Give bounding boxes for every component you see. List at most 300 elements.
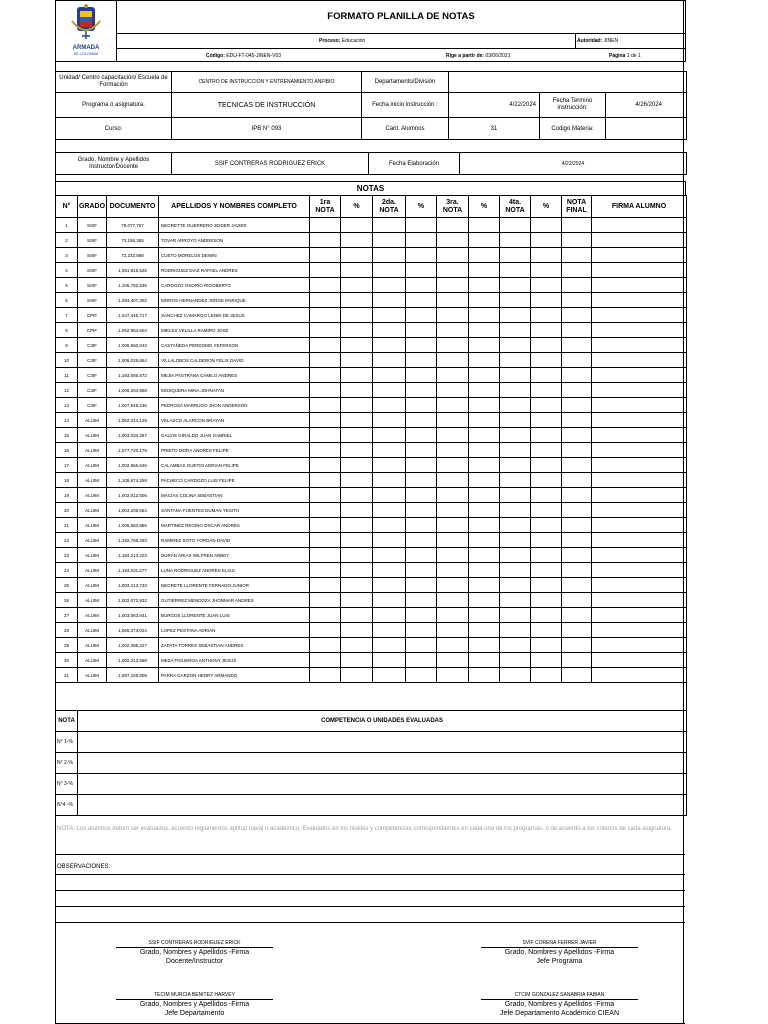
row-grade-cell[interactable] (406, 398, 437, 413)
row-nota-final-cell[interactable] (562, 488, 592, 503)
row-grade-cell[interactable] (437, 668, 469, 683)
row-grade-cell[interactable] (531, 398, 562, 413)
row-grade-cell[interactable] (310, 323, 341, 338)
row-grade-cell[interactable] (341, 503, 373, 518)
row-grade-cell[interactable] (406, 473, 437, 488)
row-grade-cell[interactable] (373, 428, 406, 443)
row-grade-cell[interactable] (531, 248, 562, 263)
row-grade-cell[interactable] (531, 278, 562, 293)
row-grade-cell[interactable] (373, 563, 406, 578)
row-grade-cell[interactable] (437, 578, 469, 593)
row-grade-cell[interactable] (437, 443, 469, 458)
row-grade-cell[interactable] (341, 218, 373, 233)
row-firma-cell[interactable] (592, 263, 687, 278)
row-grade-cell[interactable] (469, 533, 500, 548)
row-firma-cell[interactable] (592, 533, 687, 548)
row-grade-cell[interactable] (373, 473, 406, 488)
row-grade-cell[interactable] (310, 368, 341, 383)
row-firma-cell[interactable] (592, 608, 687, 623)
row-grade-cell[interactable] (469, 578, 500, 593)
row-grade-cell[interactable] (469, 308, 500, 323)
row-nota-final-cell[interactable] (562, 308, 592, 323)
row-grade-cell[interactable] (500, 383, 531, 398)
row-grade-cell[interactable] (437, 623, 469, 638)
row-grade-cell[interactable] (500, 248, 531, 263)
row-nota-final-cell[interactable] (562, 593, 592, 608)
row-grade-cell[interactable] (310, 443, 341, 458)
row-grade-cell[interactable] (341, 638, 373, 653)
row-firma-cell[interactable] (592, 518, 687, 533)
row-grade-cell[interactable] (341, 338, 373, 353)
row-grade-cell[interactable] (310, 608, 341, 623)
row-firma-cell[interactable] (592, 668, 687, 683)
row-grade-cell[interactable] (531, 638, 562, 653)
row-grade-cell[interactable] (373, 578, 406, 593)
row-grade-cell[interactable] (341, 263, 373, 278)
row-grade-cell[interactable] (437, 563, 469, 578)
row-grade-cell[interactable] (437, 548, 469, 563)
row-grade-cell[interactable] (469, 653, 500, 668)
row-grade-cell[interactable] (437, 533, 469, 548)
row-grade-cell[interactable] (469, 668, 500, 683)
row-grade-cell[interactable] (373, 548, 406, 563)
row-grade-cell[interactable] (531, 368, 562, 383)
row-grade-cell[interactable] (500, 668, 531, 683)
row-grade-cell[interactable] (531, 593, 562, 608)
row-grade-cell[interactable] (500, 428, 531, 443)
row-firma-cell[interactable] (592, 383, 687, 398)
row-grade-cell[interactable] (500, 398, 531, 413)
row-firma-cell[interactable] (592, 308, 687, 323)
row-grade-cell[interactable] (310, 218, 341, 233)
row-firma-cell[interactable] (592, 593, 687, 608)
row-grade-cell[interactable] (310, 293, 341, 308)
row-grade-cell[interactable] (310, 623, 341, 638)
row-grade-cell[interactable] (437, 518, 469, 533)
row-grade-cell[interactable] (531, 308, 562, 323)
row-grade-cell[interactable] (310, 518, 341, 533)
row-firma-cell[interactable] (592, 638, 687, 653)
row-grade-cell[interactable] (500, 323, 531, 338)
row-grade-cell[interactable] (500, 638, 531, 653)
row-grade-cell[interactable] (437, 233, 469, 248)
row-grade-cell[interactable] (469, 548, 500, 563)
row-grade-cell[interactable] (373, 218, 406, 233)
row-grade-cell[interactable] (469, 503, 500, 518)
row-nota-final-cell[interactable] (562, 518, 592, 533)
row-grade-cell[interactable] (310, 263, 341, 278)
row-nota-final-cell[interactable] (562, 563, 592, 578)
row-grade-cell[interactable] (500, 293, 531, 308)
row-grade-cell[interactable] (469, 593, 500, 608)
row-grade-cell[interactable] (437, 323, 469, 338)
row-firma-cell[interactable] (592, 413, 687, 428)
row-nota-final-cell[interactable] (562, 398, 592, 413)
row-grade-cell[interactable] (406, 368, 437, 383)
row-grade-cell[interactable] (341, 353, 373, 368)
row-grade-cell[interactable] (310, 353, 341, 368)
row-firma-cell[interactable] (592, 503, 687, 518)
row-grade-cell[interactable] (406, 503, 437, 518)
competencia-row-value[interactable] (78, 774, 687, 795)
row-grade-cell[interactable] (341, 488, 373, 503)
row-grade-cell[interactable] (373, 638, 406, 653)
row-grade-cell[interactable] (406, 413, 437, 428)
row-grade-cell[interactable] (469, 368, 500, 383)
row-firma-cell[interactable] (592, 353, 687, 368)
row-grade-cell[interactable] (406, 533, 437, 548)
row-grade-cell[interactable] (500, 338, 531, 353)
row-grade-cell[interactable] (406, 278, 437, 293)
row-grade-cell[interactable] (531, 488, 562, 503)
row-grade-cell[interactable] (373, 368, 406, 383)
row-grade-cell[interactable] (310, 413, 341, 428)
row-grade-cell[interactable] (310, 383, 341, 398)
row-grade-cell[interactable] (469, 563, 500, 578)
row-grade-cell[interactable] (437, 218, 469, 233)
row-grade-cell[interactable] (406, 383, 437, 398)
row-grade-cell[interactable] (373, 383, 406, 398)
row-grade-cell[interactable] (373, 488, 406, 503)
row-firma-cell[interactable] (592, 368, 687, 383)
row-firma-cell[interactable] (592, 623, 687, 638)
row-nota-final-cell[interactable] (562, 383, 592, 398)
row-nota-final-cell[interactable] (562, 623, 592, 638)
row-grade-cell[interactable] (406, 263, 437, 278)
row-grade-cell[interactable] (437, 278, 469, 293)
row-grade-cell[interactable] (341, 278, 373, 293)
row-grade-cell[interactable] (406, 518, 437, 533)
row-grade-cell[interactable] (500, 233, 531, 248)
row-grade-cell[interactable] (341, 623, 373, 638)
row-grade-cell[interactable] (531, 563, 562, 578)
row-grade-cell[interactable] (406, 248, 437, 263)
row-grade-cell[interactable] (500, 653, 531, 668)
row-grade-cell[interactable] (437, 428, 469, 443)
row-grade-cell[interactable] (406, 293, 437, 308)
row-grade-cell[interactable] (500, 443, 531, 458)
row-grade-cell[interactable] (531, 518, 562, 533)
row-grade-cell[interactable] (341, 368, 373, 383)
row-grade-cell[interactable] (500, 473, 531, 488)
row-grade-cell[interactable] (500, 593, 531, 608)
row-grade-cell[interactable] (341, 473, 373, 488)
row-grade-cell[interactable] (437, 593, 469, 608)
row-grade-cell[interactable] (469, 623, 500, 638)
row-grade-cell[interactable] (341, 548, 373, 563)
row-nota-final-cell[interactable] (562, 338, 592, 353)
row-grade-cell[interactable] (406, 458, 437, 473)
row-nota-final-cell[interactable] (562, 653, 592, 668)
row-grade-cell[interactable] (373, 323, 406, 338)
row-grade-cell[interactable] (341, 413, 373, 428)
row-grade-cell[interactable] (469, 488, 500, 503)
row-grade-cell[interactable] (500, 413, 531, 428)
row-grade-cell[interactable] (341, 443, 373, 458)
row-grade-cell[interactable] (437, 353, 469, 368)
row-grade-cell[interactable] (406, 488, 437, 503)
row-firma-cell[interactable] (592, 563, 687, 578)
row-grade-cell[interactable] (406, 563, 437, 578)
row-grade-cell[interactable] (406, 353, 437, 368)
row-nota-final-cell[interactable] (562, 578, 592, 593)
row-grade-cell[interactable] (373, 308, 406, 323)
row-grade-cell[interactable] (341, 593, 373, 608)
row-grade-cell[interactable] (531, 263, 562, 278)
row-nota-final-cell[interactable] (562, 248, 592, 263)
row-grade-cell[interactable] (437, 413, 469, 428)
row-grade-cell[interactable] (373, 263, 406, 278)
row-grade-cell[interactable] (373, 338, 406, 353)
row-grade-cell[interactable] (500, 308, 531, 323)
row-grade-cell[interactable] (500, 263, 531, 278)
row-firma-cell[interactable] (592, 218, 687, 233)
row-grade-cell[interactable] (310, 503, 341, 518)
row-grade-cell[interactable] (531, 293, 562, 308)
row-grade-cell[interactable] (437, 293, 469, 308)
row-grade-cell[interactable] (310, 653, 341, 668)
row-grade-cell[interactable] (341, 323, 373, 338)
row-grade-cell[interactable] (406, 323, 437, 338)
row-grade-cell[interactable] (310, 488, 341, 503)
row-grade-cell[interactable] (341, 248, 373, 263)
row-nota-final-cell[interactable] (562, 218, 592, 233)
row-firma-cell[interactable] (592, 278, 687, 293)
row-grade-cell[interactable] (500, 488, 531, 503)
row-grade-cell[interactable] (341, 458, 373, 473)
row-grade-cell[interactable] (500, 533, 531, 548)
row-firma-cell[interactable] (592, 248, 687, 263)
row-firma-cell[interactable] (592, 338, 687, 353)
row-grade-cell[interactable] (469, 383, 500, 398)
row-firma-cell[interactable] (592, 653, 687, 668)
row-grade-cell[interactable] (469, 458, 500, 473)
row-firma-cell[interactable] (592, 323, 687, 338)
row-grade-cell[interactable] (373, 353, 406, 368)
row-grade-cell[interactable] (437, 398, 469, 413)
row-grade-cell[interactable] (531, 413, 562, 428)
row-grade-cell[interactable] (437, 608, 469, 623)
row-grade-cell[interactable] (437, 383, 469, 398)
row-grade-cell[interactable] (406, 653, 437, 668)
row-nota-final-cell[interactable] (562, 443, 592, 458)
row-grade-cell[interactable] (500, 578, 531, 593)
row-nota-final-cell[interactable] (562, 533, 592, 548)
row-nota-final-cell[interactable] (562, 368, 592, 383)
row-grade-cell[interactable] (373, 533, 406, 548)
row-grade-cell[interactable] (531, 353, 562, 368)
row-firma-cell[interactable] (592, 428, 687, 443)
row-grade-cell[interactable] (373, 518, 406, 533)
row-grade-cell[interactable] (437, 503, 469, 518)
row-grade-cell[interactable] (531, 383, 562, 398)
competencia-row-value[interactable] (78, 753, 687, 774)
row-grade-cell[interactable] (469, 608, 500, 623)
row-grade-cell[interactable] (341, 653, 373, 668)
row-nota-final-cell[interactable] (562, 293, 592, 308)
row-grade-cell[interactable] (406, 593, 437, 608)
row-firma-cell[interactable] (592, 578, 687, 593)
row-firma-cell[interactable] (592, 458, 687, 473)
row-nota-final-cell[interactable] (562, 473, 592, 488)
row-grade-cell[interactable] (469, 338, 500, 353)
row-grade-cell[interactable] (500, 278, 531, 293)
row-grade-cell[interactable] (310, 428, 341, 443)
row-grade-cell[interactable] (531, 443, 562, 458)
row-nota-final-cell[interactable] (562, 413, 592, 428)
row-grade-cell[interactable] (437, 368, 469, 383)
row-grade-cell[interactable] (373, 608, 406, 623)
row-grade-cell[interactable] (531, 428, 562, 443)
row-grade-cell[interactable] (406, 578, 437, 593)
row-firma-cell[interactable] (592, 398, 687, 413)
row-grade-cell[interactable] (469, 248, 500, 263)
row-grade-cell[interactable] (469, 428, 500, 443)
row-firma-cell[interactable] (592, 443, 687, 458)
row-nota-final-cell[interactable] (562, 278, 592, 293)
row-grade-cell[interactable] (406, 608, 437, 623)
row-grade-cell[interactable] (469, 398, 500, 413)
row-grade-cell[interactable] (310, 563, 341, 578)
row-grade-cell[interactable] (531, 458, 562, 473)
row-grade-cell[interactable] (500, 623, 531, 638)
row-grade-cell[interactable] (469, 218, 500, 233)
row-grade-cell[interactable] (373, 668, 406, 683)
row-grade-cell[interactable] (310, 638, 341, 653)
row-grade-cell[interactable] (341, 293, 373, 308)
competencia-row-value[interactable] (78, 795, 687, 816)
row-nota-final-cell[interactable] (562, 323, 592, 338)
row-grade-cell[interactable] (531, 653, 562, 668)
row-grade-cell[interactable] (469, 353, 500, 368)
row-grade-cell[interactable] (341, 518, 373, 533)
row-grade-cell[interactable] (437, 248, 469, 263)
row-grade-cell[interactable] (469, 263, 500, 278)
row-grade-cell[interactable] (469, 293, 500, 308)
row-grade-cell[interactable] (406, 623, 437, 638)
row-grade-cell[interactable] (341, 608, 373, 623)
row-grade-cell[interactable] (531, 503, 562, 518)
row-firma-cell[interactable] (592, 233, 687, 248)
row-grade-cell[interactable] (500, 218, 531, 233)
row-grade-cell[interactable] (500, 503, 531, 518)
row-grade-cell[interactable] (373, 443, 406, 458)
row-firma-cell[interactable] (592, 548, 687, 563)
row-grade-cell[interactable] (531, 323, 562, 338)
row-nota-final-cell[interactable] (562, 458, 592, 473)
row-grade-cell[interactable] (437, 338, 469, 353)
row-grade-cell[interactable] (310, 248, 341, 263)
row-nota-final-cell[interactable] (562, 503, 592, 518)
row-grade-cell[interactable] (341, 398, 373, 413)
row-grade-cell[interactable] (310, 533, 341, 548)
row-grade-cell[interactable] (310, 398, 341, 413)
row-grade-cell[interactable] (373, 398, 406, 413)
row-grade-cell[interactable] (531, 533, 562, 548)
row-grade-cell[interactable] (437, 308, 469, 323)
row-grade-cell[interactable] (373, 653, 406, 668)
row-nota-final-cell[interactable] (562, 548, 592, 563)
row-grade-cell[interactable] (310, 338, 341, 353)
row-grade-cell[interactable] (341, 578, 373, 593)
row-grade-cell[interactable] (437, 488, 469, 503)
row-grade-cell[interactable] (469, 518, 500, 533)
row-grade-cell[interactable] (341, 308, 373, 323)
row-grade-cell[interactable] (531, 233, 562, 248)
row-grade-cell[interactable] (437, 638, 469, 653)
row-grade-cell[interactable] (310, 458, 341, 473)
row-nota-final-cell[interactable] (562, 263, 592, 278)
row-grade-cell[interactable] (469, 233, 500, 248)
row-grade-cell[interactable] (406, 638, 437, 653)
row-grade-cell[interactable] (531, 578, 562, 593)
row-grade-cell[interactable] (469, 638, 500, 653)
row-grade-cell[interactable] (341, 668, 373, 683)
row-grade-cell[interactable] (373, 278, 406, 293)
row-grade-cell[interactable] (406, 308, 437, 323)
row-grade-cell[interactable] (437, 653, 469, 668)
row-nota-final-cell[interactable] (562, 668, 592, 683)
row-grade-cell[interactable] (500, 548, 531, 563)
row-grade-cell[interactable] (373, 293, 406, 308)
row-grade-cell[interactable] (437, 263, 469, 278)
row-grade-cell[interactable] (469, 278, 500, 293)
row-grade-cell[interactable] (406, 338, 437, 353)
row-grade-cell[interactable] (469, 413, 500, 428)
row-grade-cell[interactable] (531, 218, 562, 233)
row-grade-cell[interactable] (406, 443, 437, 458)
row-grade-cell[interactable] (373, 233, 406, 248)
row-grade-cell[interactable] (531, 608, 562, 623)
row-grade-cell[interactable] (373, 623, 406, 638)
row-grade-cell[interactable] (341, 428, 373, 443)
row-nota-final-cell[interactable] (562, 638, 592, 653)
row-grade-cell[interactable] (373, 458, 406, 473)
row-grade-cell[interactable] (373, 413, 406, 428)
row-nota-final-cell[interactable] (562, 353, 592, 368)
row-grade-cell[interactable] (341, 563, 373, 578)
row-grade-cell[interactable] (500, 353, 531, 368)
row-grade-cell[interactable] (310, 233, 341, 248)
row-grade-cell[interactable] (406, 218, 437, 233)
row-firma-cell[interactable] (592, 293, 687, 308)
row-grade-cell[interactable] (500, 563, 531, 578)
row-grade-cell[interactable] (310, 278, 341, 293)
competencia-row-value[interactable] (78, 732, 687, 753)
row-grade-cell[interactable] (531, 668, 562, 683)
row-grade-cell[interactable] (310, 593, 341, 608)
row-grade-cell[interactable] (500, 608, 531, 623)
row-grade-cell[interactable] (500, 368, 531, 383)
row-grade-cell[interactable] (437, 458, 469, 473)
row-grade-cell[interactable] (310, 473, 341, 488)
row-grade-cell[interactable] (500, 518, 531, 533)
row-grade-cell[interactable] (437, 473, 469, 488)
row-grade-cell[interactable] (310, 308, 341, 323)
row-grade-cell[interactable] (310, 578, 341, 593)
row-firma-cell[interactable] (592, 473, 687, 488)
row-firma-cell[interactable] (592, 488, 687, 503)
row-grade-cell[interactable] (373, 503, 406, 518)
row-grade-cell[interactable] (531, 473, 562, 488)
row-grade-cell[interactable] (310, 548, 341, 563)
row-grade-cell[interactable] (373, 248, 406, 263)
row-nota-final-cell[interactable] (562, 233, 592, 248)
row-nota-final-cell[interactable] (562, 428, 592, 443)
row-grade-cell[interactable] (406, 233, 437, 248)
row-grade-cell[interactable] (406, 428, 437, 443)
row-grade-cell[interactable] (341, 233, 373, 248)
